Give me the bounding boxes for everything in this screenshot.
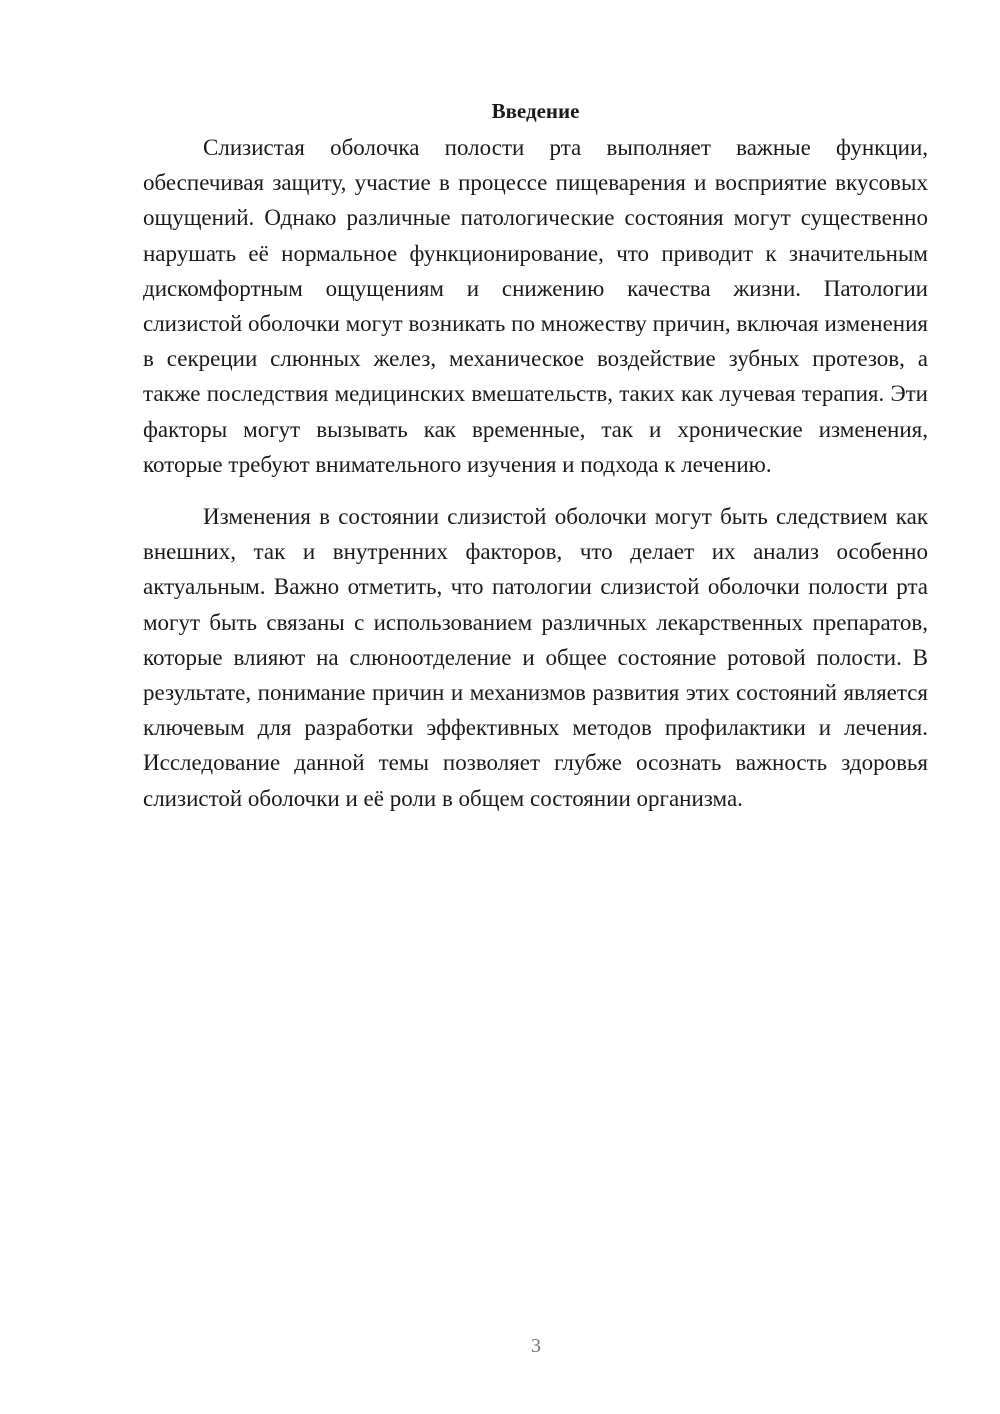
paragraph-2: Изменения в состоянии слизистой оболочки могут быть следствием как внешних, так и внутренних факторов, что делает их анализ особенно актуальным. Важно отметить, что патологии слизистой оболочки полости рта могут быть связаны с использованием различных лекарственных препаратов, которые влияют на слюноотделение и общее состояние ротовой полости. В результате, понимание причин и механизмов развития этих состояний является ключевым для разработки эффективных методов профилактики и лечения. Исследование данной темы позволяет глубже осознать важность здоровья слизистой оболочки и её роли в общем состоянии организма. — [143, 504, 928, 811]
section-heading: Введение — [491, 99, 580, 123]
paragraph-1: Слизистая оболочка полости рта выполняет важные функции, обеспечивая защиту, участие в процессе пищеварения и восприятие вкусовых ощущений. Однако различные патологические состояния могут существенно нарушать её нормальное функционирование, что приводит к значительным дискомфортным ощущениям и снижению качества жизни. Патологии слизистой оболочки могут возникать по множеству причин, включая изменения в секреции слюнных желез, механическое воздействие зубных протезов, а также последствия медицинских вмешательств, таких как лучевая терапия. Эти факторы могут вызывать как временные, так и хронические изменения, которые требуют внимательного изучения и подхода к лечению. — [143, 135, 928, 477]
page-content — [143, 94, 928, 816]
page-number: 3 — [531, 1335, 541, 1357]
